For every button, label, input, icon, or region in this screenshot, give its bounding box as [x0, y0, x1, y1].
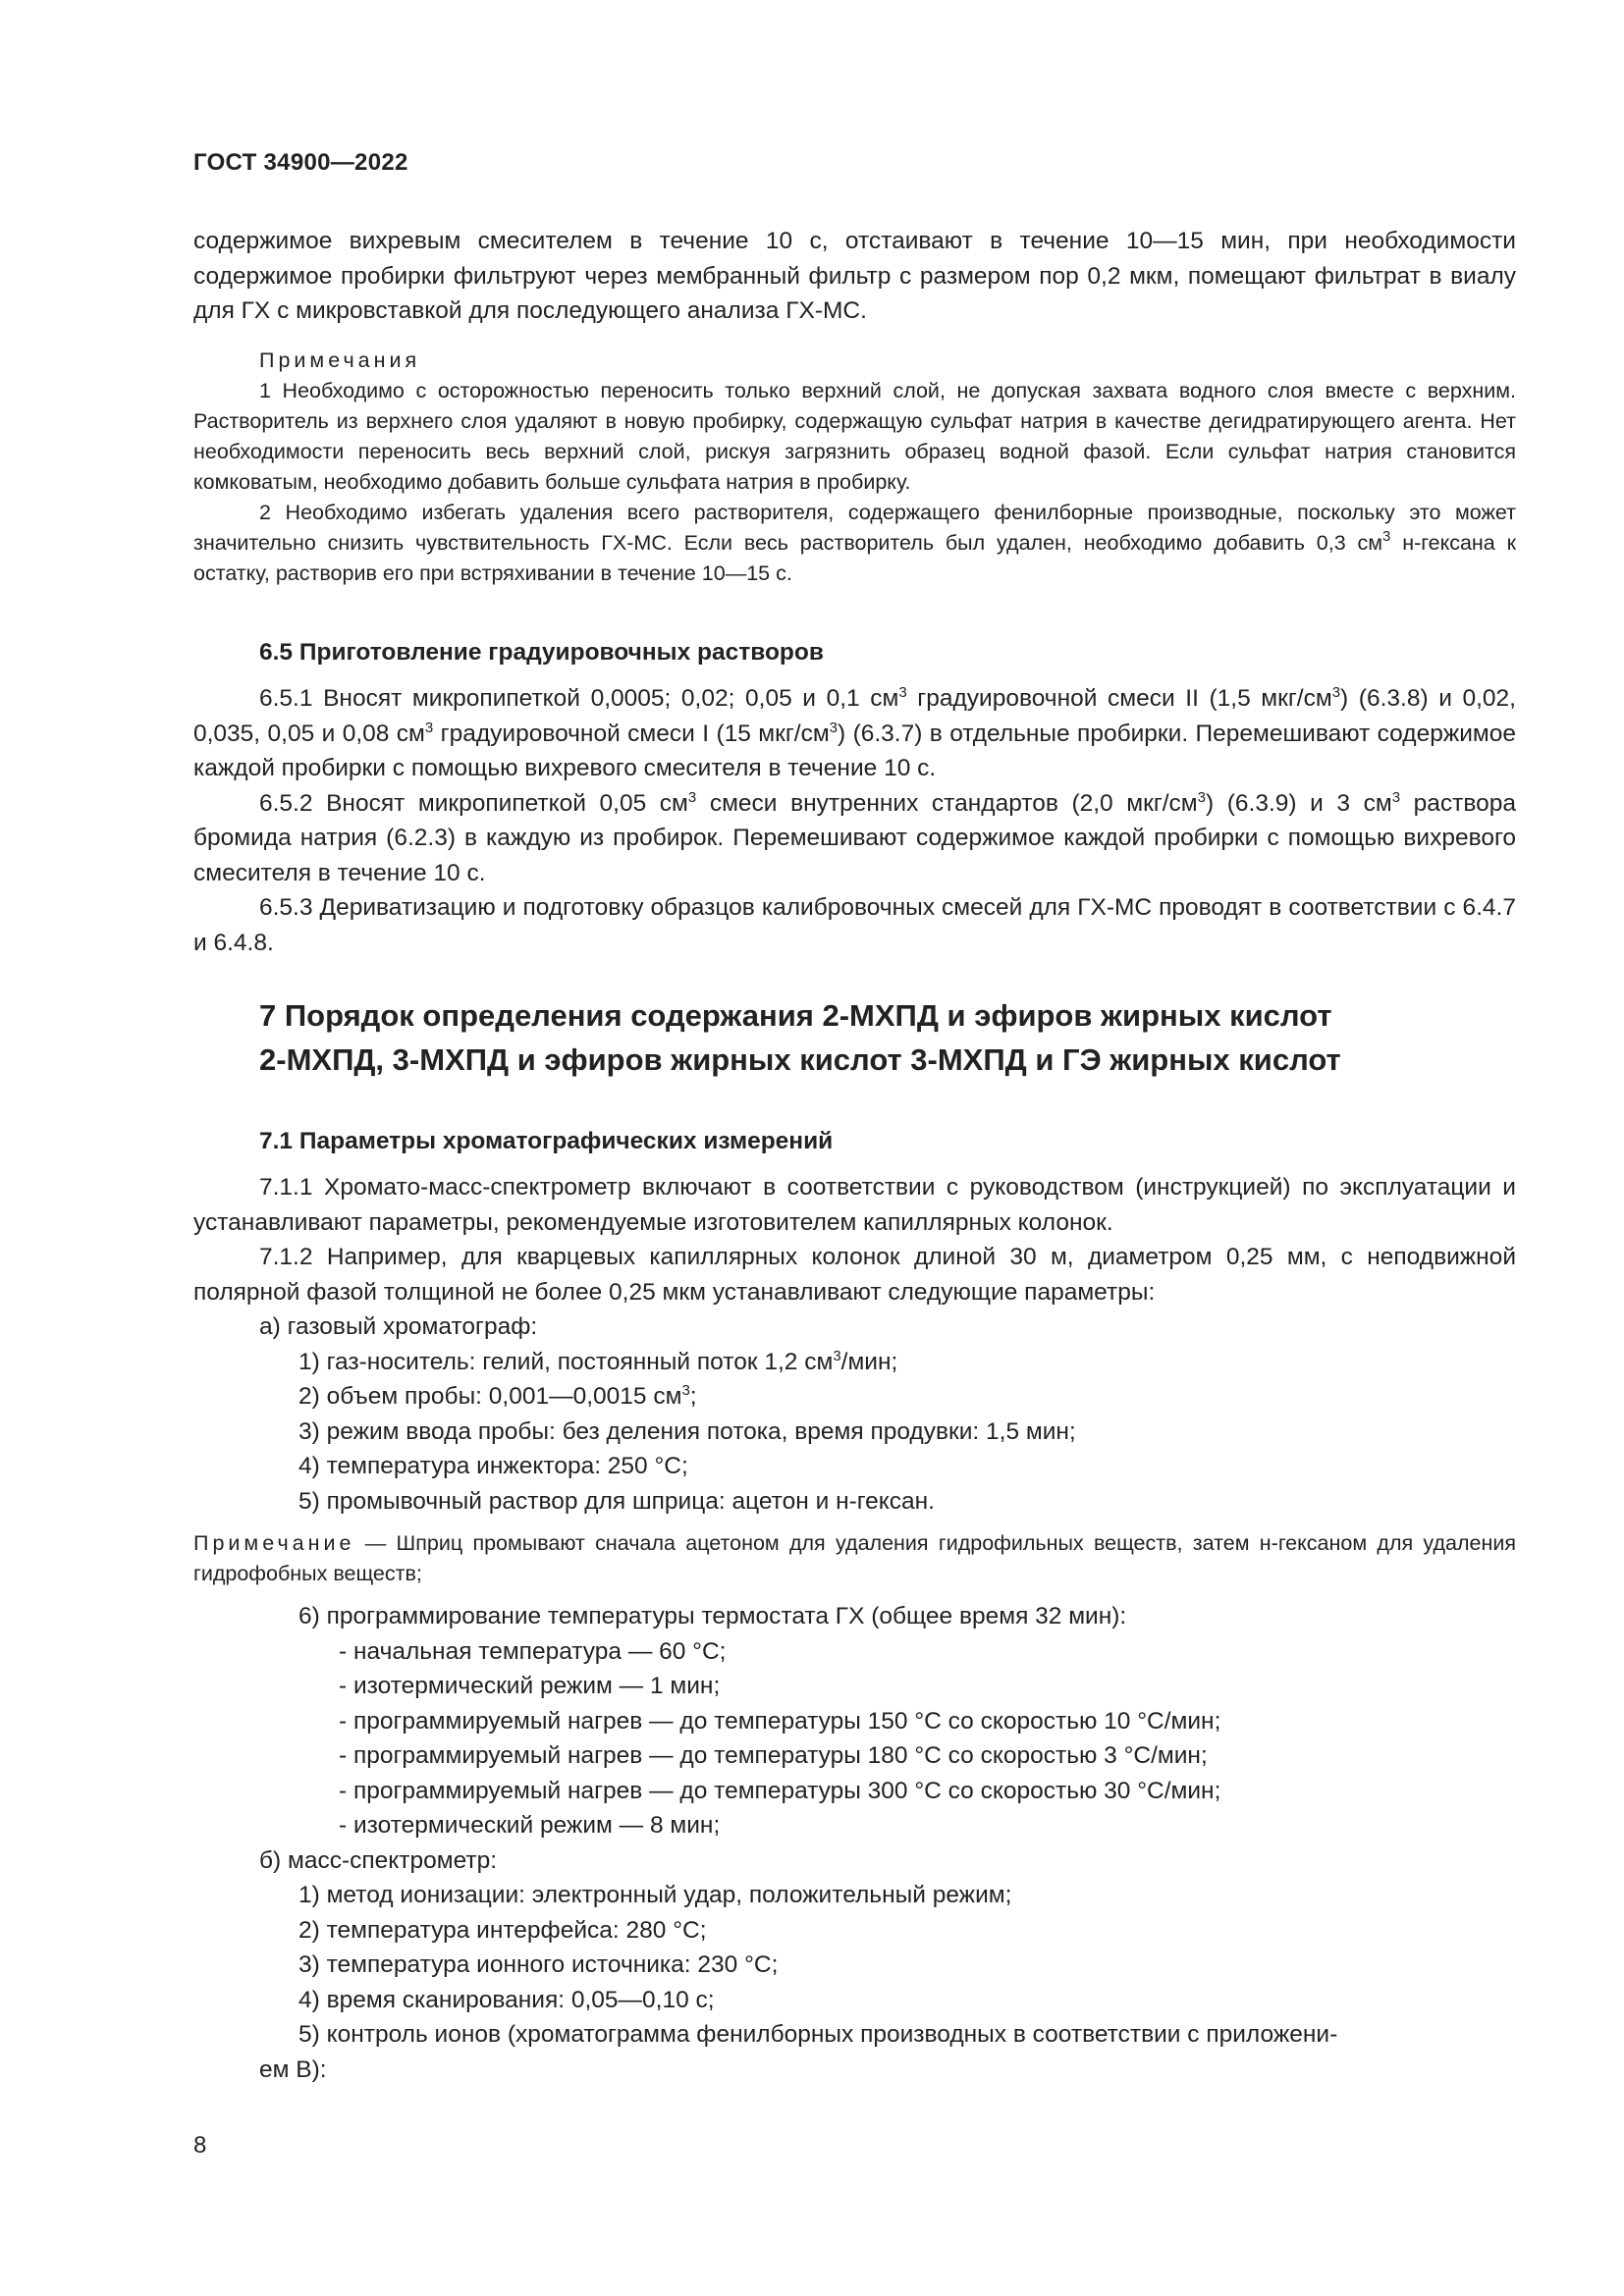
list-a-item-1: 1) газ-носитель: гелий, постоянный поток 1,2 $см^3$/мин;	[298, 1347, 898, 1375]
para-7-1-2: 7.1.2 Например, для кварцевых капиллярных колонок длиной 30 м, диаметром 0,25 мм, с неподвижной полярной фазой толщиной не более 0,25 мкм устанавливают следующие параметры:	[193, 1244, 1516, 1306]
section-7-title-line2: 2-МХПД, 3-МХПД и эфиров жирных кислот 3-МХПД и ГЭ жирных кислот	[259, 1042, 1341, 1077]
temp-program-step: - программируемый нагрев — до температуры 300 °С со скоростью 30 °С/мин;	[339, 1777, 1221, 1804]
page-number: 8	[193, 2132, 207, 2159]
temp-program-step: - начальная температура — 60 °С;	[339, 1637, 727, 1665]
list-a-item-2: 2) объем пробы: 0,001—0,0015 $см^3$;	[298, 1382, 697, 1410]
list-b-item: 2) температура интерфейса: 280 °С;	[298, 1916, 707, 1944]
section-7-title-line1: 7 Порядок определения содержания 2-МХПД и эфиров жирных кислот	[259, 998, 1332, 1033]
list-a-item-6: 6) программирование температуры термостата ГХ (общее время 32 мин):	[298, 1603, 1127, 1629]
syringe-note: Примечание — Шприц промывают сначала ацетоном для удаления гидрофильных веществ, затем н-гексаном для удаления гидрофобных веществ;	[193, 1531, 1516, 1585]
list-b-item: 3) температура ионного источника: 230 °С;	[298, 1951, 779, 1978]
document-header: ГОСТ 34900—2022	[193, 149, 408, 176]
section-6-5-title: 6.5 Приготовление градуировочных растворов	[259, 639, 824, 666]
notes-block	[193, 346, 1516, 589]
temp-program-step: - изотермический режим — 1 мин;	[339, 1673, 721, 1699]
notes-title: Примечания	[259, 348, 421, 372]
para-6-5-1: 6.5.1 Вносят микропипеткой 0,0005; 0,02; 0,05 и 0,1 $см^3$ градуировочной смеси II (1,5 мкг/$см^3$) (6.3.8) и 0,02, 0,035, 0,05 и 0,08 $см^3$ градуировочной смеси I (15 мкг/$см^3$) (6.3.7) в отдельные пробирки. Перемешивают содержимое каждой пробирки с помощью вихревого смесителя в течение 10 с.	[193, 684, 1516, 781]
list-a-item-3: 3) режим ввода пробы: без деления потока, время продувки: 1,5 мин;	[298, 1417, 1076, 1445]
list-b-item-5-line1: 5) контроль ионов (хроматограмма фенилборных производных в соответствии с приложени-	[298, 2021, 1338, 2048]
temp-program-step: - программируемый нагрев — до температуры 150 °С со скоростью 10 °С/мин;	[339, 1707, 1221, 1735]
temp-program-step: - изотермический режим — 8 мин;	[339, 1812, 721, 1839]
list-a-item-4: 4) температура инжектора: 250 °С;	[298, 1453, 688, 1479]
intro-paragraph: содержимое вихревым смесителем в течение 10 с, отстаивают в течение 10—15 мин, при необходимости содержимое пробирки фильтруют через мембранный фильтр с размером пор 0,2 мкм, помещают фильтрат в виалу для ГХ с микровставкой для последующего анализа ГХ-МС.	[193, 228, 1516, 324]
para-6-5-3: 6.5.3 Дериватизацию и подготовку образцов калибровочных смесей для ГХ-МС проводят в соответствии с 6.4.7 и 6.4.8.	[193, 894, 1516, 956]
list-b-item-5-line2: ем В):	[259, 2056, 327, 2083]
list-b-label: б) масс-спектрометр:	[259, 1846, 498, 1874]
section-7-1	[193, 1124, 1516, 2087]
para-7-1-1: 7.1.1 Хромато-масс-спектрометр включают в соответствии с руководством (инструкцией) по эксплуатации и устанавливают параметры, рекомендуемые изготовителем капиллярных колонок.	[193, 1174, 1516, 1236]
intro-block	[193, 224, 1516, 329]
section-6-5	[193, 635, 1516, 960]
list-b-item: 4) время сканирования: 0,05—0,10 с;	[298, 1986, 715, 2013]
list-a-label: а) газовый хроматограф:	[259, 1313, 538, 1340]
para-6-5-2: 6.5.2 Вносят микропипеткой 0,05 $см^3$ смеси внутренних стандартов (2,0 мкг/$см^3$) (6.3.9) и 3 $см^3$ раствора бромида натрия (6.2.3) в каждую из пробирок. Перемешивают содержимое каждой пробирки с помощью вихревого смесителя в течение 10 с.	[193, 788, 1516, 886]
section-7-1-title: 7.1 Параметры хроматографических измерений	[259, 1128, 834, 1154]
list-a-item-5: 5) промывочный раствор для шприца: ацетон и н-гексан.	[298, 1487, 935, 1515]
list-b-item: 1) метод ионизации: электронный удар, положительный режим;	[298, 1882, 1012, 1908]
note-1: 1 Необходимо с осторожностью переносить только верхний слой, не допуская захвата водного слоя вместе с верхним. Растворитель из верхнего слоя удаляют в новую пробирку, содержащую сульфат натрия в качестве дегидратирующего агента. Нет необходимости переносить весь верхний слой, рискуя загрязнить образец водной фазой. Если сульфат натрия становится комковатым, необходимо добавить больше сульфата натрия в пробирку.	[193, 379, 1516, 494]
note-2: 2 Необходимо избегать удаления всего растворителя, содержащего фенилборные производные, поскольку это может значительно снизить чувствительность ГХ-МС. Если весь растворитель был удален, необходимо добавить 0,3 $см^3$ н-гексана к остатку, растворив его при встряхивании в течение 10—15 с.	[193, 501, 1516, 585]
temp-program-step: - программируемый нагрев — до температуры 180 °С со скоростью 3 °С/мин;	[339, 1742, 1208, 1769]
section-7	[193, 993, 1516, 1082]
